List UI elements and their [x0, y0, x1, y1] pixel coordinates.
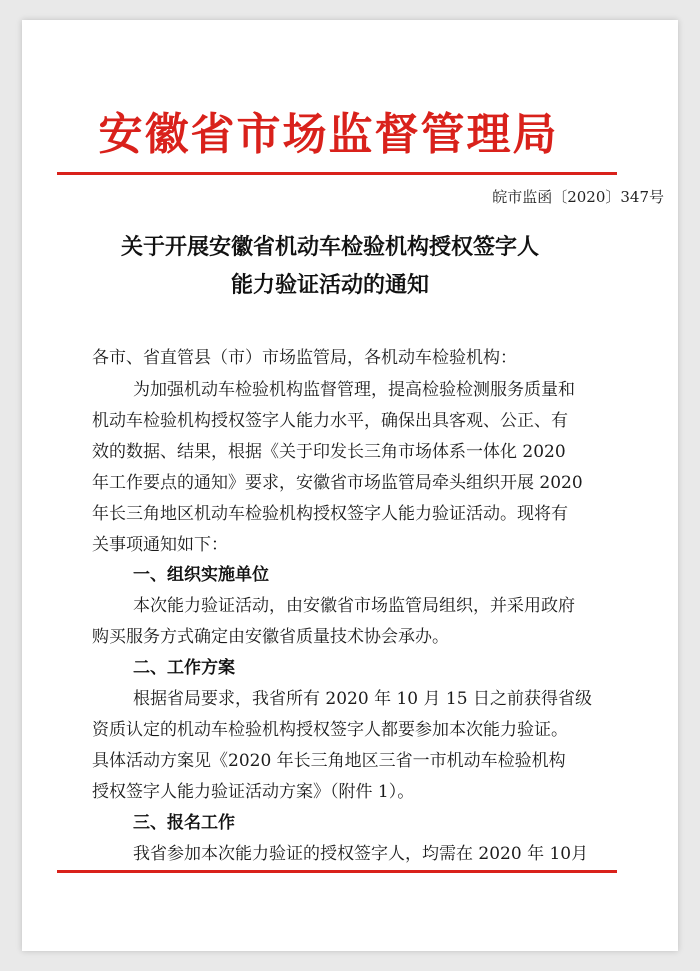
document-number: 皖市监函〔2020〕347号 [492, 188, 664, 206]
document-title-line-1: 关于开展安徽省机动车检验机构授权签字人 [120, 234, 539, 260]
paragraph-line: 为加强机动车检验机构监督管理，提高检验检测服务质量和 [133, 380, 575, 400]
agency-header: 安徽省市场监督管理局 [98, 109, 559, 160]
document-title-line-2: 能力验证活动的通知 [230, 272, 429, 298]
paragraph-line: 本次能力验证活动，由安徽省市场监管局组织，并采用政府 [133, 596, 575, 616]
section-heading: 三、报名工作 [133, 813, 235, 833]
paragraph-line: 年长三角地区机动车检验机构授权签字人能力验证活动。现将有 [92, 504, 568, 524]
paragraph-line: 具体活动方案见《2020 年长三角地区三省一市机动车检验机构 [92, 751, 566, 771]
header-divider-line [57, 172, 617, 175]
paragraph-line: 我省参加本次能力验证的授权签字人，均需在 2020 年 10月 [133, 844, 589, 864]
footer-divider-line [57, 870, 617, 873]
paragraph-line: 购买服务方式确定由安徽省质量技术协会承办。 [92, 627, 449, 647]
salutation: 各市、省直管县（市）市场监管局，各机动车检验机构： [92, 348, 517, 368]
paragraph-line: 授权签字人能力验证活动方案》（附件 1）。 [92, 782, 415, 802]
paragraph-line: 机动车检验机构授权签字人能力水平，确保出具客观、公正、有 [92, 411, 568, 431]
section-heading: 一、组织实施单位 [133, 565, 269, 585]
paragraph-line: 年工作要点的通知》要求，安徽省市场监管局牵头组织开展 2020 [92, 473, 583, 493]
paragraph-line: 关事项通知如下： [92, 535, 228, 555]
paragraph-line: 效的数据、结果，根据《关于印发长三角市场体系一体化 2020 [92, 442, 566, 462]
paragraph-line: 资质认定的机动车检验机构授权签字人都要参加本次能力验证。 [92, 720, 568, 740]
section-heading: 二、工作方案 [133, 658, 235, 678]
paragraph-line: 根据省局要求，我省所有 2020 年 10 月 15 日之前获得省级 [133, 689, 592, 709]
